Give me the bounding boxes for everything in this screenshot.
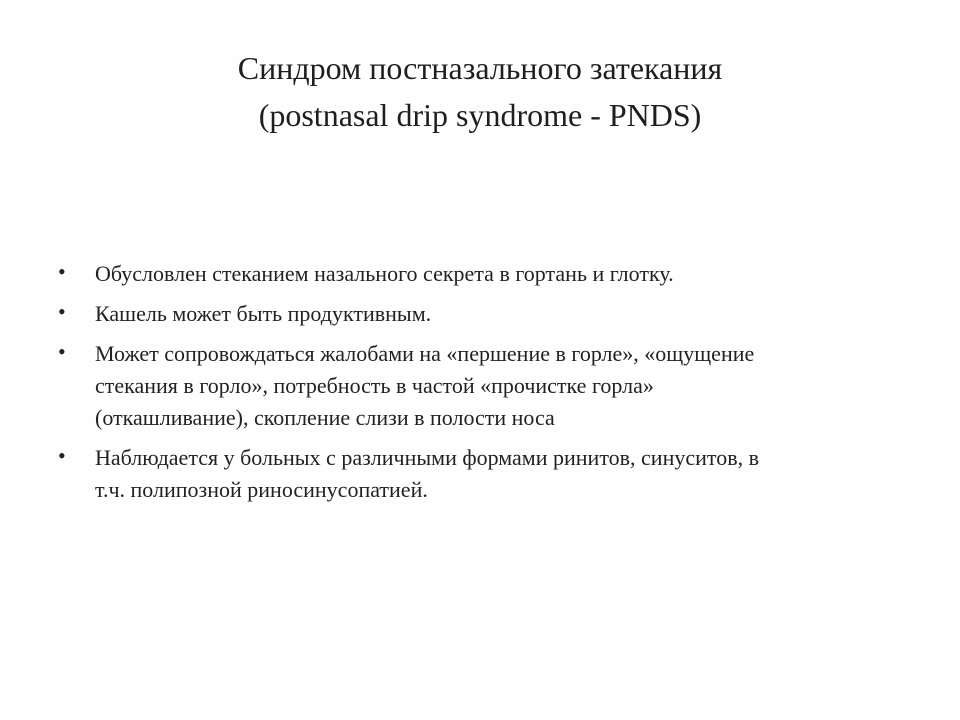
bullet-icon: • [58,259,66,284]
bullet-item-1 [58,258,918,290]
bullet-item-4 [58,442,918,506]
title-line-2: (postnasal drip syndrome - PNDS) [258,97,702,133]
bullet-text-line: Наблюдается у больных с различными формами ринитов, синуситов, в [95,445,759,470]
bullet-icon: • [58,443,66,468]
bullet-item-3 [58,338,918,434]
title-line-1: Синдром постназального затекания [237,50,723,86]
bullet-icon: • [58,299,66,324]
bullet-text-line: т.ч. полипозной риносинусопатией. [95,477,428,502]
bullet-icon: • [58,339,66,364]
bullet-text-line: (откашливание), скопление слизи в полости носа [95,405,555,430]
slide-title [0,48,960,135]
bullet-text-line: Обусловлен стеканием назального секрета в гортань и глотку. [95,261,674,286]
bullet-text-line: Кашель может быть продуктивным. [95,301,432,326]
bullet-text-line: стекания в горло», потребность в частой «прочистке горла» [95,373,654,398]
bullet-item-2 [58,298,918,330]
bullet-text-line: Может сопровождаться жалобами на «першение в горле», «ощущение [95,341,755,366]
bullet-list [58,258,918,514]
